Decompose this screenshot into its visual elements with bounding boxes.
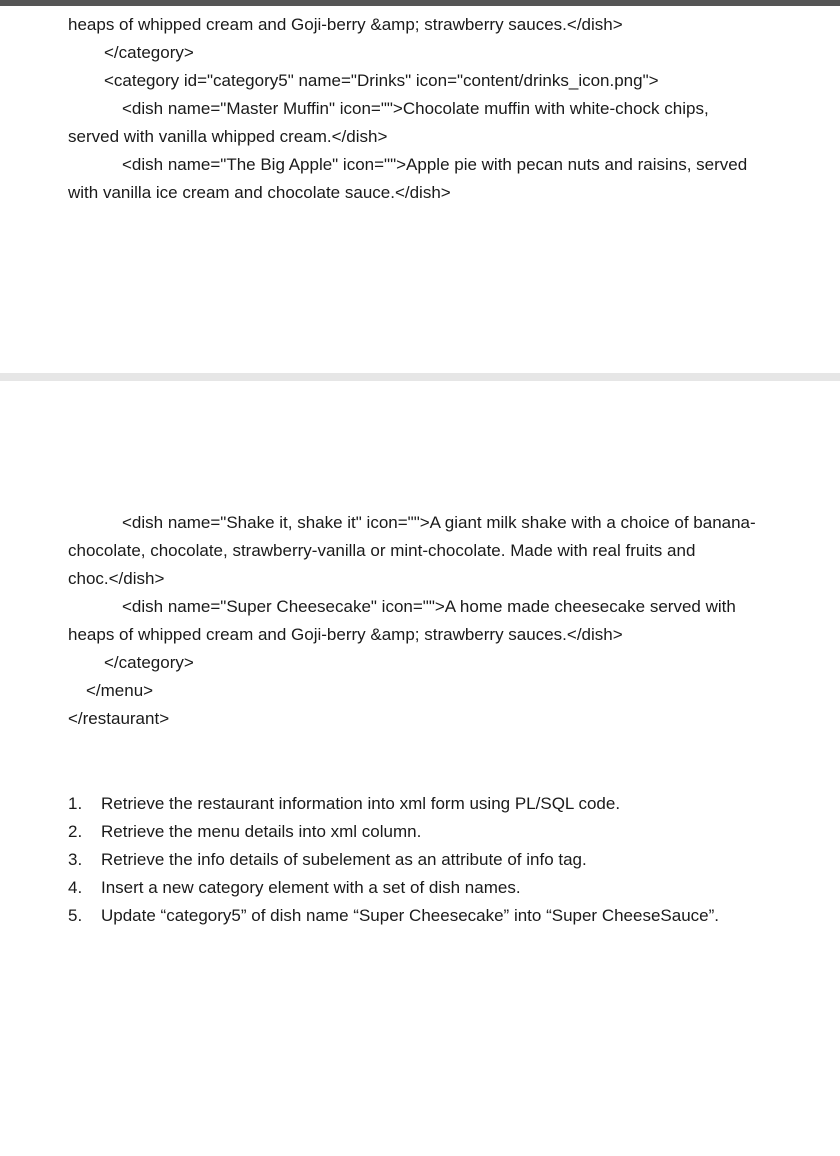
document-page-1 [0, 6, 840, 373]
code-line: <dish name="Super Cheesecake" icon="">A home made cheesecake served with [122, 597, 736, 616]
code-line: </menu> [86, 681, 154, 700]
task-number: 1. [68, 794, 83, 813]
code-line: chocolate, chocolate, strawberry-vanilla or mint-chocolate. Made with real fruits and [68, 541, 696, 560]
code-line: served with vanilla whipped cream.</dish> [68, 127, 388, 146]
code-line: choc.</dish> [68, 569, 165, 588]
task-text: Retrieve the info details of subelement as an attribute of info tag. [101, 850, 587, 869]
code-line: <dish name="The Big Apple" icon="">Apple pie with pecan nuts and raisins, served [122, 155, 748, 174]
code-line: </category> [104, 43, 194, 62]
task-number: 2. [68, 822, 83, 841]
task-text: Insert a new category element with a set of dish names. [101, 878, 521, 897]
page-break-divider [0, 373, 840, 381]
task-number: 3. [68, 850, 83, 869]
code-line: <category id="category5" name="Drinks" icon="content/drinks_icon.png"> [104, 71, 659, 90]
task-text: Update “category5” of dish name “Super Cheesecake” into “Super CheeseSauce”. [101, 906, 720, 925]
task-text: Retrieve the restaurant information into xml form using PL/SQL code. [101, 794, 621, 813]
document-page-2 [0, 381, 840, 1156]
code-line: heaps of whipped cream and Goji-berry &amp; strawberry sauces.</dish> [68, 625, 623, 644]
task-text: Retrieve the menu details into xml column. [101, 822, 422, 841]
code-line: heaps of whipped cream and Goji-berry &amp; strawberry sauces.</dish> [68, 15, 623, 34]
code-line: <dish name="Shake it, shake it" icon="">A giant milk shake with a choice of banana- [122, 513, 756, 532]
code-line: </category> [104, 653, 194, 672]
task-number: 4. [68, 878, 83, 897]
code-line: with vanilla ice cream and chocolate sauce.</dish> [68, 183, 451, 202]
code-line: <dish name="Master Muffin" icon="">Chocolate muffin with white-chock chips, [122, 99, 709, 118]
task-number: 5. [68, 906, 83, 925]
code-line: </restaurant> [68, 709, 170, 728]
